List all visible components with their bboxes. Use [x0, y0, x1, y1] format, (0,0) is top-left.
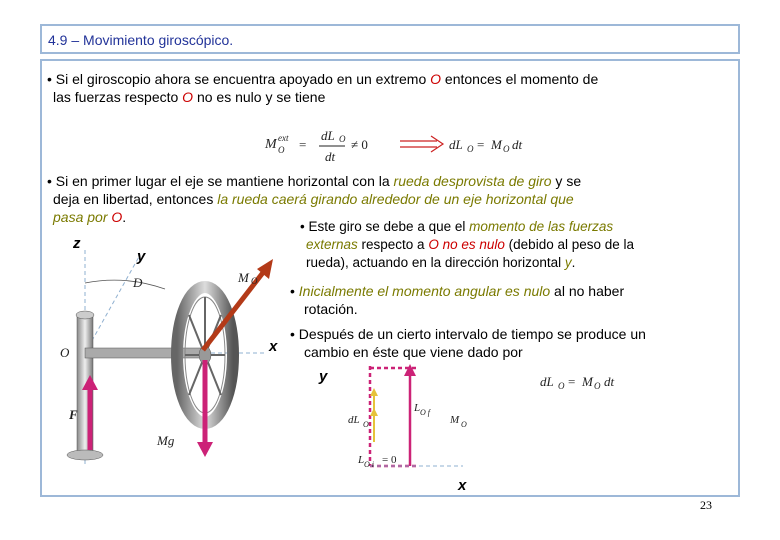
bullet-1-text-c: las fuerzas respecto	[53, 89, 183, 105]
bullet-2-highlight-c: pasa por	[53, 209, 112, 225]
momentum-diagram	[318, 362, 478, 492]
bullet-1-text-b: entonces el momento de	[441, 71, 599, 87]
rhs-moment-subscript: O	[503, 144, 510, 154]
point-o: O	[111, 209, 123, 225]
d-arc	[85, 280, 165, 289]
bullet-1	[47, 70, 737, 106]
bullet-2-text-c: y se	[551, 173, 582, 189]
diagram-dl: dL	[348, 414, 360, 426]
title-box	[40, 24, 740, 54]
bullet-1-text-a: Si el giroscopio ahora se encuentra apoyado en un extremo	[55, 71, 431, 87]
diagram-moment-subscript: O	[461, 420, 467, 429]
bullet-marker: •	[47, 71, 52, 87]
equation-torque	[265, 120, 565, 170]
bullet-3-text-a: Este giro se debe a que el	[308, 219, 470, 234]
eq2-dt: dt	[604, 374, 615, 389]
bullet-marker: •	[47, 173, 52, 189]
pillar-top	[76, 311, 94, 319]
bullet-2-period: .	[122, 209, 127, 225]
rhs-dl-subscript: O	[467, 144, 474, 154]
force-label: F	[69, 407, 78, 422]
pillar-base	[67, 450, 103, 460]
bullet-4-text-c: rotación.	[304, 301, 358, 317]
gyroscope-illustration	[55, 235, 295, 490]
bullet-3-text-h: (debido al peso de la	[504, 237, 635, 252]
diagram-initial-l: L	[358, 454, 365, 466]
fraction-denominator: dt	[325, 149, 336, 164]
momentum-diagram-graphics	[318, 362, 478, 492]
eq2-dl-subscript: O	[558, 381, 565, 391]
d-label: D	[133, 275, 143, 290]
y-axis-label: y	[137, 248, 146, 265]
diagram-initial-l-subscript: O i	[364, 460, 374, 469]
bullet-marker: •	[290, 283, 295, 299]
rhs-equals: =	[477, 137, 485, 152]
implies-arrow-icon	[400, 136, 443, 152]
bullet-2-text-a: Si en primer lugar el eje se mantiene horizontal con la	[55, 173, 394, 189]
slide-title: 4.9 – Movimiento giroscópico.	[48, 32, 234, 48]
axle	[85, 348, 205, 358]
diagram-dl-subscript: O	[363, 420, 369, 429]
eq2-dl: dL	[540, 374, 554, 389]
moment-symbol: M	[265, 137, 277, 152]
x-axis-label: x	[269, 338, 278, 355]
bullet-2-highlight-a: rueda desprovista de giro	[393, 173, 552, 189]
bullet-3	[300, 218, 730, 272]
o-subscript: O	[278, 145, 285, 155]
bullet-marker: •	[290, 326, 295, 342]
bullet-3-highlight-c: no es nulo	[442, 237, 505, 252]
bullet-2-highlight-b: la rueda caerá girando alrededor de un eje horizontal que	[217, 191, 574, 207]
rhs-moment: M	[491, 137, 502, 152]
bullet-3-period: .	[571, 255, 576, 270]
point-o: O	[430, 71, 442, 87]
eq2-equals: =	[568, 374, 576, 389]
diagram-final-l-subscript: O f	[420, 408, 430, 417]
bullet-1-text-d: no es nulo y se tiene	[193, 89, 326, 105]
fraction-numerator: dL	[321, 128, 335, 143]
diagram-final-l: L	[414, 402, 421, 414]
numerator-subscript: O	[339, 134, 346, 144]
final-momentum-arrowhead	[404, 364, 416, 376]
rhs-dl: dL	[449, 137, 463, 152]
bullet-3-highlight-a: momento de las fuerzas	[469, 219, 614, 234]
bullet-4-text-b: al no haber	[550, 283, 625, 299]
axis-y-reference: y	[564, 255, 572, 270]
z-axis-label: z	[73, 235, 81, 252]
o-label: O	[60, 345, 70, 360]
page-number: 23	[700, 498, 712, 512]
point-o: O	[428, 237, 439, 252]
weight-label: Mg	[157, 433, 175, 448]
diagram-moment: M	[450, 414, 460, 426]
bullet-3-text-i: rueda), actuando en la dirección horizontal	[306, 255, 565, 270]
bullet-5-text-b: cambio en éste que viene dado por	[304, 344, 523, 360]
bullet-3-text-d: respecto a	[357, 237, 429, 252]
bullet-4-highlight: Inicialmente el momento angular es nulo	[298, 283, 551, 299]
diagram-y-label: y	[319, 368, 328, 385]
bullet-5-text-a: Después de un cierto intervalo de tiempo se produce un	[298, 326, 646, 342]
moment-label-subscript: O	[251, 276, 258, 286]
equals-sign: =	[299, 137, 307, 152]
moment-label: M	[238, 270, 249, 285]
diagram-initial-l-value: = 0	[382, 454, 397, 466]
eq2-moment-subscript: O	[594, 381, 601, 391]
weight-arrow-head	[197, 442, 213, 457]
bullet-4	[290, 282, 730, 318]
ext-superscript: ext	[278, 133, 289, 143]
point-o: O	[182, 89, 194, 105]
eq2-moment: M	[582, 374, 593, 389]
equation-change	[540, 370, 640, 400]
bullet-5	[290, 325, 730, 361]
gyroscope-figure	[55, 235, 295, 490]
bullet-2-text-d: deja en libertad, entonces	[53, 191, 218, 207]
rhs-dt: dt	[512, 137, 523, 152]
bullet-marker: •	[300, 219, 305, 234]
diagram-x-label: x	[458, 477, 467, 494]
not-zero: ≠ 0	[351, 137, 368, 152]
bullet-3-highlight-b: externas	[306, 237, 358, 252]
